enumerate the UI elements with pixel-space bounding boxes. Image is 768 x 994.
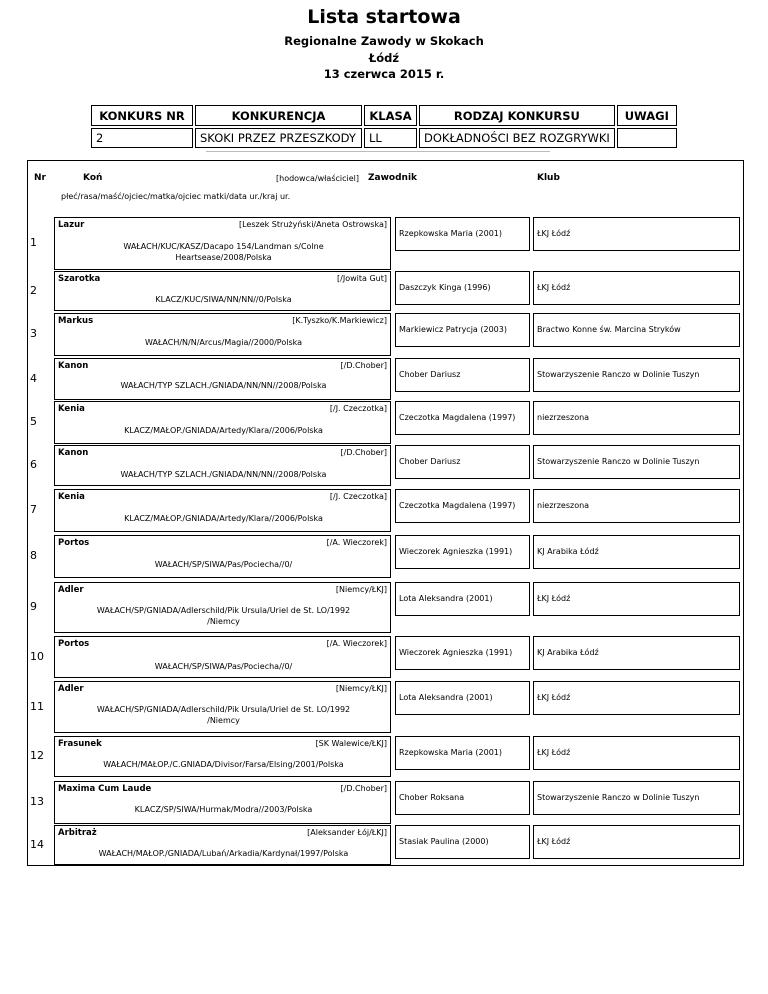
horse-info-box [54, 271, 391, 311]
horse-owner: [/A. Wieczorek] [326, 538, 387, 547]
horse-name: Szarotka [58, 274, 101, 284]
horse-name: Portos [58, 639, 90, 649]
info-header-uwagi: UWAGI [617, 105, 677, 126]
horse-owner: [/D.Chober] [340, 784, 387, 793]
column-header-horse: Koń [83, 173, 103, 183]
list-item [27, 636, 744, 679]
horse-info-box [54, 217, 391, 270]
horse-owner: [/J. Czeczotka] [329, 492, 387, 501]
club-name [533, 681, 740, 715]
club-name-text: Bractwo Konne św. Marcina Stryków [537, 325, 681, 334]
rider-name [395, 401, 530, 435]
horse-pedigree: WAŁACH/SP/SIWA/Pas/Pociecha//0/ [154, 560, 293, 569]
rider-name-text: Czeczotka Magdalena (1997) [399, 501, 516, 510]
horse-name: Markus [58, 316, 94, 326]
column-header-nr: Nr [34, 173, 46, 183]
list-item [27, 781, 744, 825]
club-name [533, 358, 740, 392]
rider-name-text: Chober Dariusz [399, 457, 461, 466]
horse-pedigree: WAŁACH/N/N/Arcus/Magia//2000/Polska [144, 338, 303, 347]
entry-number: 10 [30, 649, 44, 663]
competition-info-table [89, 103, 679, 150]
horse-info-box [54, 401, 391, 444]
club-name-text: ŁKJ Łódź [537, 748, 571, 757]
rider-name-text: Rzepkowska Maria (2001) [399, 229, 503, 238]
info-value-row [91, 128, 677, 148]
column-header-owner: [hodowca/właściciel] [276, 174, 359, 183]
rider-name [395, 445, 530, 479]
club-name-text: ŁKJ Łódź [537, 837, 571, 846]
horse-info-box [54, 445, 391, 486]
event-city: Łódź [368, 51, 400, 65]
rider-name [395, 825, 530, 859]
horse-info-box [54, 736, 391, 777]
horse-info-box [54, 681, 391, 733]
club-name [533, 217, 740, 251]
rider-name-text: Daszczyk Kinga (1996) [399, 283, 491, 292]
horse-name: Adler [58, 585, 84, 595]
rider-name-text: Rzepkowska Maria (2001) [399, 748, 503, 757]
horse-owner: [K.Tyszko/K.Markiewicz] [292, 316, 387, 325]
rider-name-text: Lota Aleksandra (2001) [399, 693, 493, 702]
entry-number: 5 [30, 415, 37, 428]
entry-number: 6 [30, 458, 37, 471]
page-title: Lista startowa [307, 6, 461, 28]
horse-owner: [Aleksander Łój/ŁKJ] [307, 828, 387, 837]
rider-name [395, 489, 530, 523]
entry-number: 9 [30, 600, 37, 613]
list-item [27, 445, 744, 487]
horse-info-box [54, 825, 391, 865]
rider-name [395, 636, 530, 670]
horse-pedigree: WAŁACH/KUC/KASZ/Dacapo 154/Landman s/Colne Heartsease/2008/Polska [123, 242, 324, 262]
horse-info-box [54, 535, 391, 578]
info-header-row [91, 105, 677, 126]
separator-line [206, 151, 550, 152]
club-name [533, 401, 740, 435]
club-name [533, 636, 740, 670]
info-value-nr: 2 [91, 128, 193, 148]
description-legend: płeć/rasa/maść/ojciec/matka/ojciec matki/data ur./kraj ur. [61, 192, 291, 201]
info-header-klasa: KLASA [364, 105, 417, 126]
rider-name-text: Czeczotka Magdalena (1997) [399, 413, 516, 422]
rider-name [395, 736, 530, 770]
club-name [533, 825, 740, 859]
rider-name-text: Chober Roksana [399, 793, 465, 802]
horse-name: Portos [58, 538, 90, 548]
rider-name [395, 781, 530, 815]
horse-owner: [/J. Czeczotka] [329, 404, 387, 413]
horse-pedigree: KLACZ/SP/SIWA/Hurmak/Modra//2003/Polska [134, 805, 313, 814]
horse-info-box [54, 582, 391, 633]
entry-number: 12 [30, 749, 44, 762]
horse-pedigree: KLACZ/KUC/SIWA/NN/NN//0/Polska [155, 295, 292, 304]
entry-number: 14 [30, 837, 44, 851]
rider-name [395, 358, 530, 392]
info-header-nr: KONKURS NR [91, 105, 193, 126]
entry-number: 8 [30, 549, 37, 562]
list-item [27, 582, 744, 634]
entry-number: 7 [30, 503, 37, 516]
club-name [533, 582, 740, 616]
horse-pedigree: WAŁACH/MAŁOP./C.GNIADA/Divisor/Farsa/Elsing/2001/Polska [103, 760, 344, 769]
horse-pedigree: WAŁACH/TYP SZLACH./GNIADA/NN/NN//2008/Polska [120, 470, 327, 479]
event-date: 13 czerwca 2015 r. [323, 67, 445, 81]
rider-name-text: Wieczorek Agnieszka (1991) [399, 648, 513, 657]
horse-info-box [54, 781, 391, 824]
rider-name [395, 271, 530, 305]
club-name-text: ŁKJ Łódź [537, 594, 571, 603]
list-item [27, 313, 744, 357]
club-name [533, 781, 740, 815]
rider-name [395, 582, 530, 616]
info-value-klasa: LL [364, 128, 417, 148]
horse-name: Kenia [58, 492, 85, 502]
club-name [533, 313, 740, 347]
list-item [27, 401, 744, 445]
horse-name: Kanon [58, 361, 89, 371]
entry-number: 1 [30, 236, 37, 249]
club-name-text: KJ Arabika Łódź [537, 648, 599, 657]
horse-pedigree: WAŁACH/SP/GNIADA/Adlerschild/Pik Ursula/Uriel de St. LO/1992 /Niemcy [96, 606, 351, 626]
horse-name: Adler [58, 684, 84, 694]
rider-name [395, 535, 530, 569]
entry-number: 2 [30, 283, 37, 297]
club-name-text: niezrzeszona [537, 413, 590, 422]
horse-owner: [/D.Chober] [340, 361, 387, 370]
list-item [27, 736, 744, 778]
horse-name: Arbitraż [58, 828, 97, 838]
rider-name-text: Chober Dariusz [399, 370, 461, 379]
entry-number: 11 [30, 699, 44, 713]
club-name-text: KJ Arabika Łódź [537, 547, 599, 556]
horse-pedigree: KLACZ/MAŁOP./GNIADA/Artedy/Klara//2006/Polska [124, 426, 323, 435]
event-name: Regionalne Zawody w Skokach [284, 34, 484, 48]
club-name [533, 535, 740, 569]
list-item [27, 217, 744, 271]
column-header-club: Klub [537, 173, 560, 183]
horse-name: Kenia [58, 404, 85, 414]
horse-owner: [Niemcy/ŁKJ] [335, 585, 387, 594]
horse-pedigree: WAŁACH/SP/GNIADA/Adlerschild/Pik Ursula/Uriel de St. LO/1992 /Niemcy [96, 705, 351, 725]
list-item [27, 825, 744, 866]
horse-owner: [/A. Wieczorek] [326, 639, 387, 648]
rider-name [395, 681, 530, 715]
club-name-text: niezrzeszona [537, 501, 590, 510]
rider-name-text: Markiewicz Patrycja (2003) [399, 325, 507, 334]
column-header-rider: Zawodnik [368, 173, 418, 183]
horse-owner: [/D.Chober] [340, 448, 387, 457]
horse-name: Kanon [58, 448, 89, 458]
info-header-rodzaj: RODZAJ KONKURSU [419, 105, 615, 126]
info-value-uwagi [617, 128, 677, 148]
entry-number: 3 [30, 327, 37, 340]
horse-name: Frasunek [58, 739, 102, 749]
club-name-text: ŁKJ Łódź [537, 283, 571, 292]
club-name [533, 445, 740, 479]
horse-pedigree: WAŁACH/MAŁOP./GNIADA/Lubań/Arkadia/Kardynał/1997/Polska [98, 849, 349, 858]
info-value-rodzaj: DOKŁADNOŚCI BEZ ROZGRYWKI [419, 128, 615, 148]
horse-info-box [54, 636, 391, 678]
horse-owner: [/Jowita Gut] [337, 274, 387, 283]
horse-name: Maxima Cum Laude [58, 784, 152, 794]
rider-name [395, 313, 530, 347]
club-name-text: Stowarzyszenie Ranczo w Dolinie Tuszyn [537, 457, 700, 466]
rider-name-text: Stasiak Paulina (2000) [399, 837, 489, 846]
list-item [27, 489, 744, 533]
info-header-konkurencja: KONKURENCJA [195, 105, 362, 126]
club-name [533, 271, 740, 305]
list-item [27, 535, 744, 579]
rider-name [395, 217, 530, 251]
club-name-text: ŁKJ Łódź [537, 693, 571, 702]
club-name-text: Stowarzyszenie Ranczo w Dolinie Tuszyn [537, 370, 700, 379]
club-name-text: ŁKJ Łódź [537, 229, 571, 238]
rider-name-text: Lota Aleksandra (2001) [399, 594, 493, 603]
club-name [533, 736, 740, 770]
entry-number: 13 [30, 795, 44, 808]
horse-pedigree: WAŁACH/SP/SIWA/Pas/Pociecha//0/ [154, 662, 293, 671]
info-value-konkurencja: SKOKI PRZEZ PRZESZKODY [195, 128, 362, 148]
horse-info-box [54, 489, 391, 532]
horse-info-box [54, 313, 391, 356]
horse-owner: [Leszek Strużyński/Aneta Ostrowska] [238, 220, 387, 229]
list-item [27, 358, 744, 401]
horse-pedigree: KLACZ/MAŁOP./GNIADA/Artedy/Klara//2006/Polska [124, 514, 323, 523]
list-item [27, 681, 744, 734]
list-item [27, 271, 744, 312]
club-name [533, 489, 740, 523]
rider-name-text: Wieczorek Agnieszka (1991) [399, 547, 513, 556]
horse-owner: [SK Walewice/ŁKJ] [315, 739, 387, 748]
horse-name: Lazur [58, 220, 85, 230]
horse-owner: [Niemcy/ŁKJ] [335, 684, 387, 693]
entry-number: 4 [30, 371, 37, 385]
horse-pedigree: WAŁACH/TYP SZLACH./GNIADA/NN/NN//2008/Polska [120, 381, 327, 390]
club-name-text: Stowarzyszenie Ranczo w Dolinie Tuszyn [537, 793, 700, 802]
horse-info-box [54, 358, 391, 400]
